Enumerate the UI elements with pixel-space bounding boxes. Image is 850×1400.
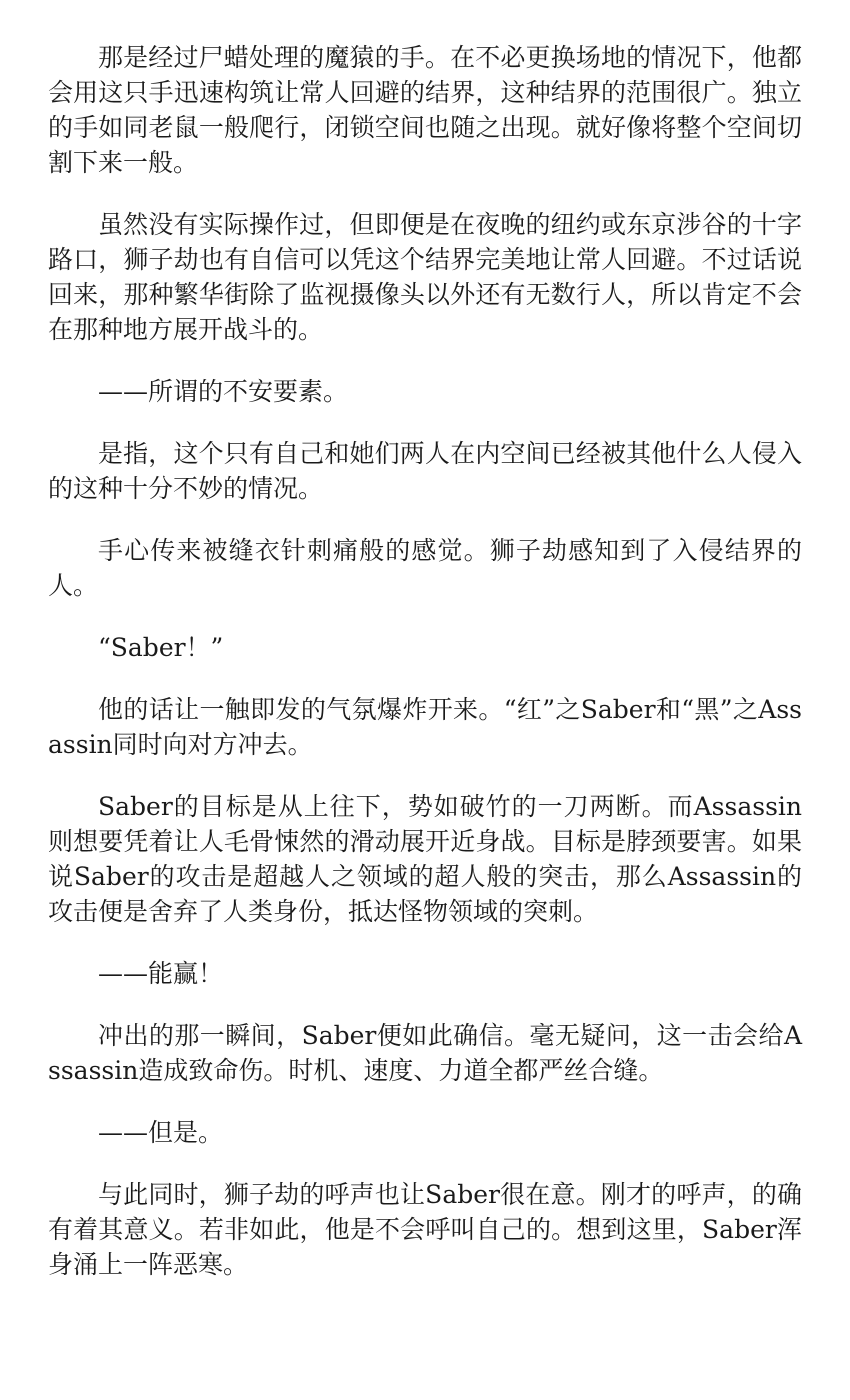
paragraph: 是指，这个只有自己和她们两人在内空间已经被其他什么人侵入的这种十分不妙的情况。 — [48, 439, 802, 503]
paragraph: 手心传来被缝衣针刺痛般的感觉。狮子劫感知到了入侵结界的人。 — [48, 536, 802, 600]
text-page — [48, 40, 802, 1282]
paragraph: 冲出的那一瞬间，Saber便如此确信。毫无疑问，这一击会给Assassin造成致命伤。时机、速度、力道全都严丝合缝。 — [48, 1021, 802, 1085]
paragraph: ——但是。 — [98, 1118, 224, 1147]
paragraph: ——所谓的不安要素。 — [98, 377, 349, 406]
paragraph: “Saber！” — [98, 633, 224, 662]
paragraph: Saber的目标是从上往下，势如破竹的一刀两断。而Assassin则想要凭着让人毛骨悚然的滑动展开近身战。目标是脖颈要害。如果说Saber的攻击是超越人之领域的超人般的突击，那么Assassin的攻击便是舍弃了人类身份，抵达怪物领域的突刺。 — [48, 792, 802, 926]
paragraph: 虽然没有实际操作过，但即便是在夜晚的纽约或东京涉谷的十字路口，狮子劫也有自信可以凭这个结界完美地让常人回避。不过话说回来，那种繁华街除了监视摄像头以外还有无数行人，所以肯定不会在那种地方展开战斗的。 — [48, 210, 802, 344]
paragraph: 与此同时，狮子劫的呼声也让Saber很在意。刚才的呼声，的确有着其意义。若非如此，他是不会呼叫自己的。想到这里，Saber浑身涌上一阵恶寒。 — [48, 1180, 802, 1279]
paragraph: ——能赢！ — [98, 959, 224, 988]
paragraph: 那是经过尸蜡处理的魔猿的手。在不必更换场地的情况下，他都会用这只手迅速构筑让常人回避的结界，这种结界的范围很广。独立的手如同老鼠一般爬行，闭锁空间也随之出现。就好像将整个空间切割下来一般。 — [48, 43, 802, 177]
paragraph: 他的话让一触即发的气氛爆炸开来。“红”之Saber和“黑”之Assassin同时向对方冲去。 — [48, 695, 802, 759]
